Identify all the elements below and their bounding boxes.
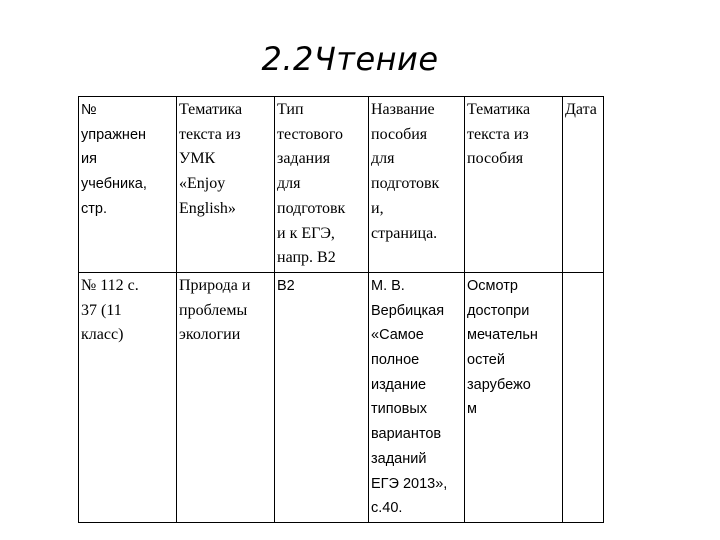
header-line: подготовк [277,199,346,217]
header-line: Тип [277,101,304,118]
header-manual-title [369,97,465,273]
header-line: ия [81,151,97,168]
cell-line: полное [371,352,420,369]
cell-umk-topic [177,272,275,522]
header-line: текста из [179,125,241,143]
header-line: пособия [467,150,524,168]
cell-line: заданий [371,450,427,467]
header-line: подготовк [371,175,440,193]
cell-line: издание [371,376,427,393]
header-line: тестового [277,125,343,143]
header-line: текста из [467,125,529,143]
header-line: задания [277,150,331,168]
header-line: напр. В2 [277,249,336,267]
header-manual-topic [465,97,563,273]
header-line: УМК [179,150,216,168]
cell-line: № 112 с. [81,276,139,294]
slide-title: 2.2Чтение [261,40,439,78]
header-line: учебника, [81,176,147,193]
cell-line: зарубежо [467,376,531,393]
header-line: Тематика [179,101,243,118]
cell-line: 37 (11 [81,301,122,319]
cell-line: «Самое [371,327,424,344]
cell-line: Природа и [179,276,251,294]
cell-line: М. В. [371,277,405,294]
header-line: для [277,175,301,193]
header-line: упражнен [81,126,147,143]
header-line: и к ЕГЭ, [277,224,335,242]
header-line: № [81,102,97,118]
cell-line: В2 [277,277,295,294]
cell-manual-title [369,272,465,522]
table-header-row [79,97,604,273]
cell-line: класс) [81,326,124,344]
header-line: страница. [371,224,438,242]
cell-line: достопри [467,302,530,319]
cell-line: экологии [179,326,241,344]
header-task-type [275,97,369,273]
header-line: и, [371,199,384,217]
cell-line: остей [467,352,505,369]
cell-exercise-number [79,272,177,522]
cell-task-type [275,272,369,522]
reading-plan-table [78,96,604,523]
cell-date [563,272,604,522]
cell-line: вариантов [371,426,442,443]
header-line: стр. [81,200,107,217]
cell-line: ЕГЭ 2013», [371,475,448,492]
header-umk-topic [177,97,275,273]
header-line: Название [371,101,435,118]
header-line: Тематика [467,101,531,118]
cell-line: мечательн [467,327,538,344]
header-line: Дата [565,101,597,118]
cell-line: м [467,401,477,418]
header-exercise-number [79,97,177,273]
cell-line: Вербицкая [371,302,445,319]
header-line: «Enjoy [179,175,226,193]
cell-line: проблемы [179,301,248,319]
cell-line: с.40. [371,500,403,517]
header-line: для [371,150,395,168]
cell-line: типовых [371,401,428,418]
header-line: пособия [371,125,428,143]
header-date [563,97,604,273]
table-row [79,272,604,522]
cell-manual-topic [465,272,563,522]
header-line: English» [179,199,236,217]
cell-line: Осмотр [467,277,518,294]
